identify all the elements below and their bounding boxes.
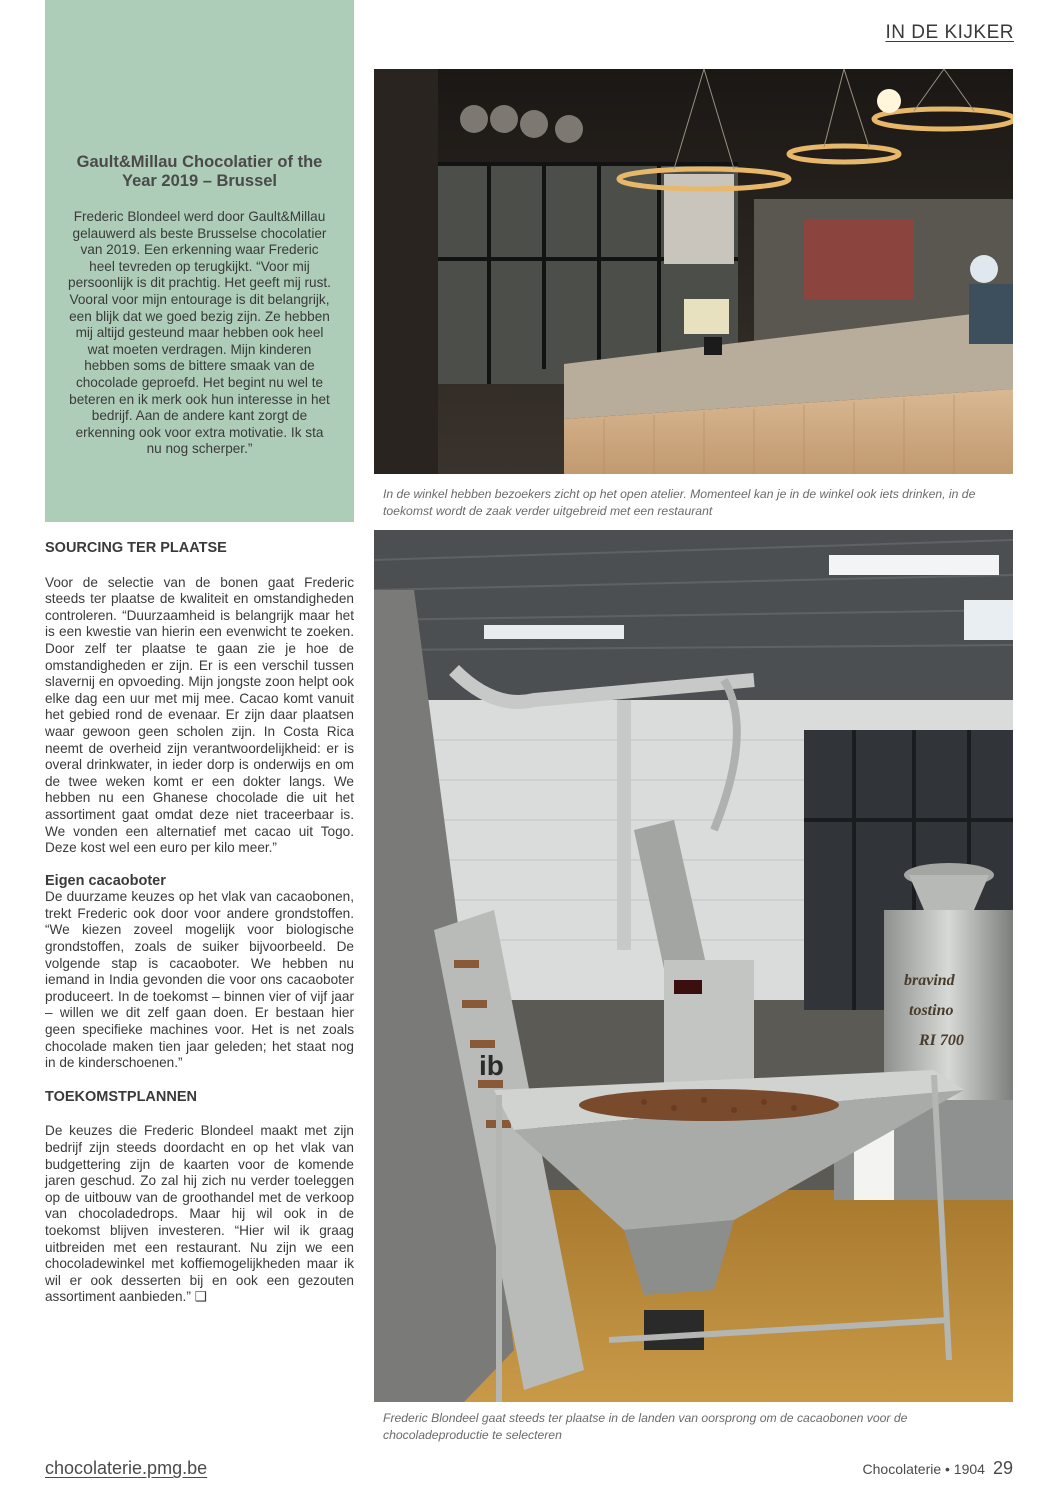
factory-photo-caption: Frederic Blondeel gaat steeds ter plaatse in de landen van oorsprong om de cacaobonen voor de chocoladeproductie te selecteren: [383, 1411, 908, 1442]
sidebar-title: Gault&Millau Chocolatier of the Year 2019 – Brussel: [76, 153, 323, 190]
machine-label-number: RI 700: [919, 1032, 964, 1049]
footer-page-info: [863, 1458, 1013, 1479]
sidebar-body: Frederic Blondeel werd door Gault&Millau gelauwerd als beste Brusselse chocolatier van 2019. Een erkenning waar Frederic heel tevreden op terugkijkt. “Voor mij persoonlijk is dit prachtig. Het geeft mij rust. Vooral voor mijn entourage is dit belangrijk, een blijk dat we goed bezig zijn. Ze hebben mij altijd gesteund maar hebben ook heel wat moeten verdragen. Mijn kinderen hebben soms de bittere smaak van de chocolade geproefd. Het begint nu wel te beteren en ik merk ook hun interesse in het bedrijf. Aan de andere kant zorgt de erkenning ook voor extra motivatie. Ik sta nu nog scherper.”: [68, 209, 331, 457]
machine-label-brand: bravind: [904, 972, 955, 989]
shop-photo: [374, 69, 1013, 474]
page-number: 29: [992, 1458, 1013, 1478]
article-column: [45, 540, 354, 1306]
section-tag: IN DE KIJKER: [885, 22, 1014, 43]
sidebar-box: [45, 0, 354, 522]
footer-magazine: Chocolaterie • 1904: [862, 1461, 985, 1477]
footer-website-link[interactable]: chocolaterie.pmg.be: [45, 1458, 208, 1478]
paragraph-toekomst: De keuzes die Frederic Blondeel maakt met zijn bedrijf zijn steeds doordacht en op het vlak van budgettering zijn de kaarten voor de komende jaren geschud. Zo zal hij zich nu verder toeleggen op de uitbouw van de groothandel met de verkoop van chocoladedrops. Maar hij wil ook in de toekomst blijven investeren. “Hier wil ik graag uitbreiden met een restaurant. Nu zijn we een chocoladewinkel met koffiemogelijkheden maar ik wil er ook desserten bij en ook een gezouten assortiment aanbieden.” ❑: [45, 1123, 354, 1305]
paragraph-cacaoboter: De duurzame keuzes op het vlak van cacaobonen, trekt Frederic ook door voor andere grondstoffen. “We kiezen zoveel mogelijk voor biologische grondstoffen, zoals de suiker bijvoorbeeld. De volgende stap is cacaoboter. We hebben nu iemand in India gevonden die voor ons cacaoboter produceert. In de toekomst – binnen vier of vijf jaar – willen we dit zelf gaan doen. Er bestaan hier geen specifieke machines voor. Het is net zoals chocolade maken tien jaar geleden; het staat nog in de kinderschoenen.”: [45, 889, 354, 1071]
heading-cacaoboter: Eigen cacaoboter: [45, 872, 166, 889]
machine-label-model: tostino: [909, 1002, 954, 1019]
heading-toekomst: TOEKOMSTPLANNEN: [45, 1088, 197, 1105]
shop-photo-caption: In de winkel hebben bezoekers zicht op het open atelier. Momenteel kan je in de winkel ook iets drinken, in de toekomst wordt de zaak verder uitgebreid met een restaurant: [383, 487, 976, 518]
factory-photo: [374, 530, 1013, 1402]
paragraph-sourcing: Voor de selectie van de bonen gaat Frederic steeds ter plaatse de kwaliteit en omstandigheden controleren. “Duurzaamheid is belangrijk maar het is een kwestie van hierin een evenwicht te zoeken. Door zelf ter plaatse te gaan zie je hoe de omstandigheden er zijn. Er is een verschil tussen slavernij en opvoeding. Mijn jongste zoon helpt ook elke dag een uur met mij mee. Cacao komt vanuit het gebied rond de evenaar. Er zijn daar plaatsen waar gewoon geen scholen zijn. In Costa Rica neemt de overheid zijn verantwoordelijkheid: er is overal drinkwater, in ieder dorp is onderwijs en om de twee weken komt er een dokter langs. We hebben nu een Ghanese chocolade die uit het assortiment gaat omdat deze niet traceerbaar is. We vonden een alternatief met cacao uit Togo. Deze kost wel een euro per kilo meer.”: [45, 574, 354, 856]
machine-label-ib: ib: [479, 1050, 504, 1081]
heading-sourcing: SOURCING TER PLAATSE: [45, 540, 227, 556]
